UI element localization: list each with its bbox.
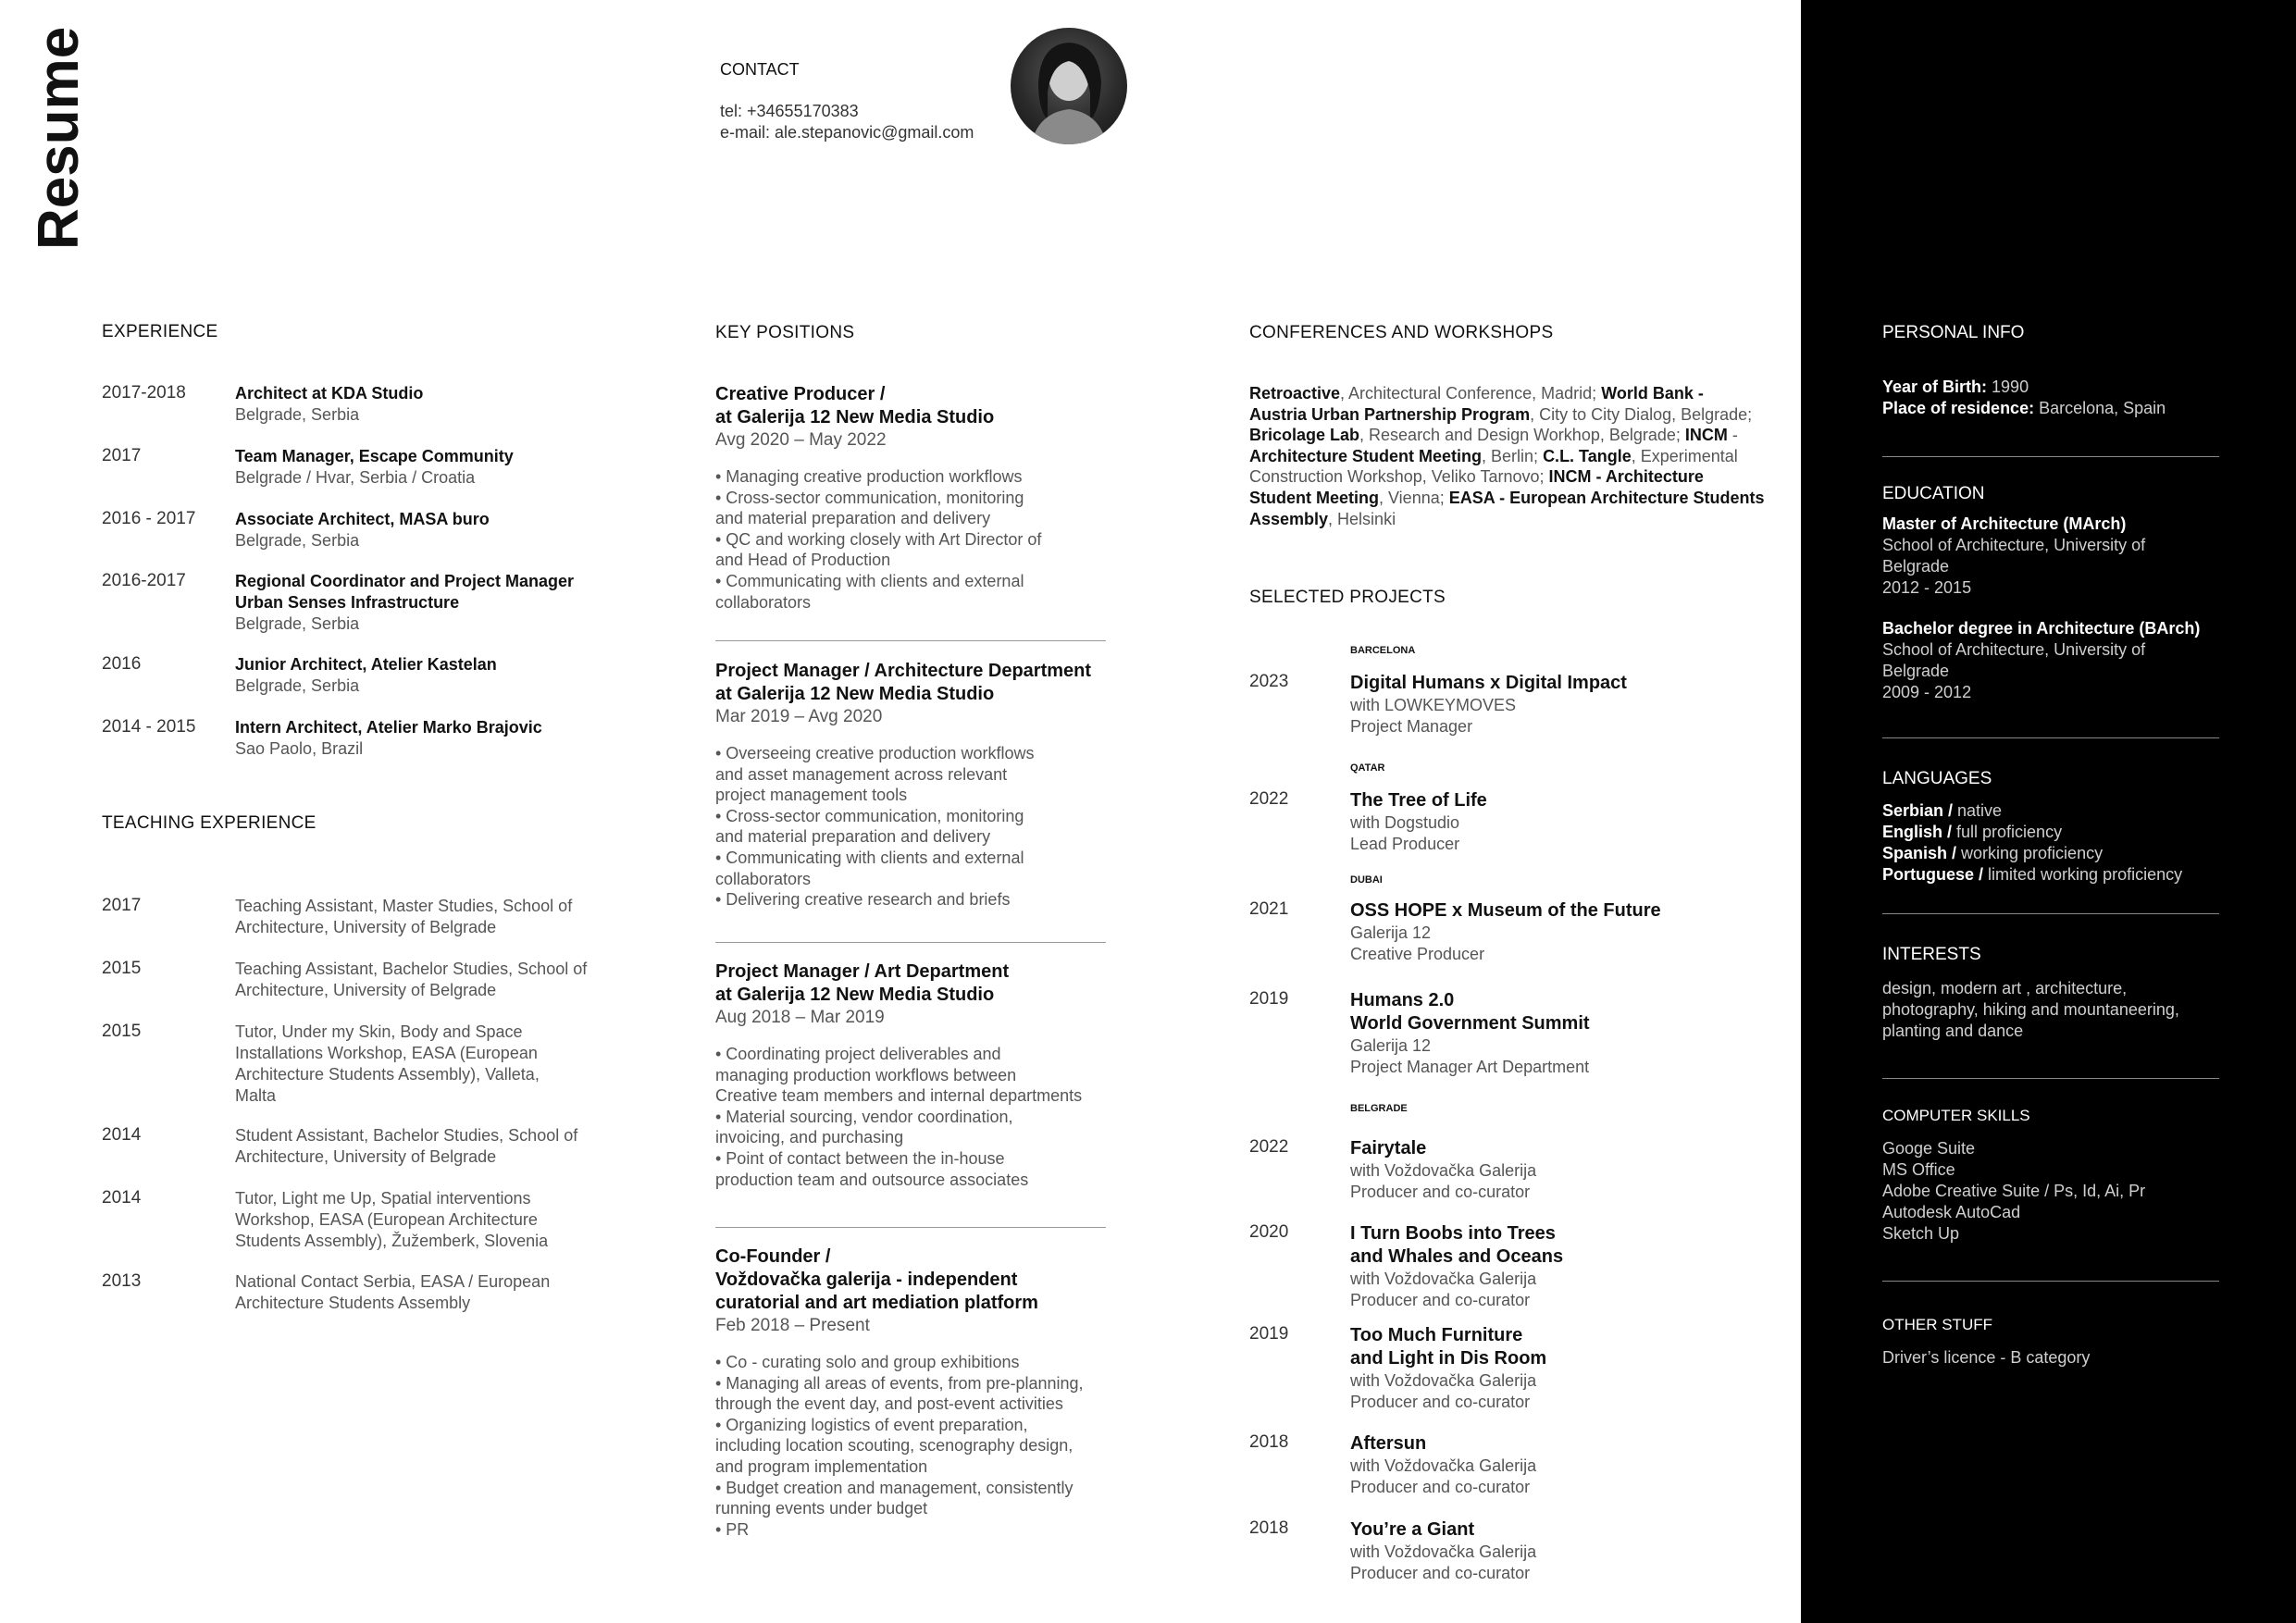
project-title: I Turn Boobs into Trees — [1350, 1223, 1556, 1244]
project-title: OSS HOPE x Museum of the Future — [1350, 900, 1661, 921]
position-bullet: • Point of contact between the in-house — [715, 1148, 1005, 1168]
position-bullet: • Cross-sector communication, monitoring — [715, 488, 1024, 507]
position-bullet: • Communicating with clients and external — [715, 848, 1024, 867]
key-position-item — [715, 1245, 1113, 1540]
project-sub: Project Manager Art Department — [1350, 1058, 1590, 1076]
teaching-line: Students Assembly), Žužemberk, Slovenia — [235, 1232, 549, 1250]
project-sub: Lead Producer — [1350, 835, 1460, 853]
position-bullet: • Co - curating solo and group exhibitions — [715, 1353, 1020, 1371]
project-year: 2022 — [1249, 789, 1289, 809]
conference-line — [1249, 404, 1786, 426]
project-title: and Light in Dis Room — [1350, 1348, 1547, 1369]
portrait-image — [1011, 28, 1127, 144]
position-title: at Galerija 12 New Media Studio — [715, 684, 995, 704]
experience-place: Belgrade, Serbia — [235, 676, 360, 695]
degree-line: 2012 - 2015 — [1882, 578, 1972, 597]
conference-name: INCM - Architecture — [1548, 467, 1704, 487]
project-year: 2020 — [1249, 1222, 1289, 1242]
degree-line: 2009 - 2012 — [1882, 683, 1972, 701]
project-title: Fairytale — [1350, 1138, 1427, 1158]
teaching-line: Architecture, University of Belgrade — [235, 981, 497, 999]
conference-detail: , Experimental — [1631, 446, 1738, 465]
other-stuff — [1882, 1316, 2225, 1369]
position-bullet: through the event day, and post-event activities — [715, 1394, 1063, 1414]
position-bullet: running events under budget — [715, 1499, 928, 1518]
position-date: Aug 2018 – Mar 2019 — [715, 1008, 885, 1027]
experience-role-line2: Urban Senses Infrastructure — [235, 593, 460, 612]
key-positions-heading: KEY POSITIONS — [715, 323, 855, 342]
position-bullet: • Overseeing creative production workflows — [715, 744, 1035, 762]
skill-item: Autodesk AutoCad — [1882, 1203, 2021, 1221]
degree-title: Bachelor degree in Architecture (BArch) — [1882, 619, 2201, 638]
teaching-line: Architecture, University of Belgrade — [235, 1147, 497, 1166]
position-bullet: and material preparation and delivery — [715, 509, 991, 528]
teaching-line: Tutor, Under my Skin, Body and Space — [235, 1022, 523, 1041]
interests-heading: INTERESTS — [1882, 945, 1981, 964]
conference-line — [1249, 383, 1786, 404]
degree-line: Belgrade — [1882, 662, 1950, 680]
education — [1882, 484, 2225, 703]
teaching-line: Malta — [235, 1086, 277, 1105]
experience-role: Intern Architect, Atelier Marko Brajovic — [235, 718, 542, 737]
position-bullet: • QC and working closely with Art Director of — [715, 529, 1042, 549]
conference-detail: , Research and Design Workhop, Belgrade; — [1359, 426, 1685, 445]
conference-name: Architecture Student Meeting — [1249, 446, 1483, 465]
conference-detail: , Helsinki — [1328, 509, 1396, 528]
position-bullet: project management tools — [715, 786, 908, 805]
position-bullet: • Organizing logistics of event preparation, — [715, 1415, 1028, 1434]
project-year: 2018 — [1249, 1518, 1289, 1538]
interests-line: design, modern art , architecture, — [1882, 979, 2128, 997]
language-name: Spanish / — [1882, 844, 1957, 862]
city-label: BARCELONA — [1350, 645, 1416, 656]
position-bullet: collaborators — [715, 592, 812, 612]
position-title: at Galerija 12 New Media Studio — [715, 407, 995, 427]
divider — [1882, 1078, 2219, 1079]
project-sub: Producer and co-curator — [1350, 1478, 1531, 1496]
birth-label: Year of Birth: — [1882, 378, 1988, 396]
project-sub: with Voždovačka Galerija — [1350, 1161, 1537, 1180]
residence-label: Place of residence: — [1882, 399, 2035, 417]
languages-heading: LANGUAGES — [1882, 769, 1992, 788]
teaching-year: 2014 — [102, 1188, 142, 1208]
position-bullet: invoicing, and purchasing — [715, 1128, 904, 1147]
conference-line — [1249, 488, 1786, 509]
divider — [1882, 1281, 2219, 1282]
language-level: working proficiency — [1956, 844, 2104, 862]
city-label: QATAR — [1350, 762, 1385, 774]
position-title: Co-Founder / — [715, 1246, 831, 1267]
project-title: World Government Summit — [1350, 1013, 1590, 1034]
position-bullet: and asset management across relevant — [715, 764, 1008, 784]
position-bullet: including location scouting, scenography design, — [715, 1436, 1074, 1456]
position-bullet: • Managing all areas of events, from pre-planning, — [715, 1373, 1084, 1393]
teaching-year: 2015 — [102, 1022, 142, 1041]
experience-role: Architect at KDA Studio — [235, 384, 424, 403]
position-bullet: • Communicating with clients and external — [715, 571, 1024, 590]
position-title: Project Manager / Art Department — [715, 961, 1010, 982]
experience-place: Belgrade, Serbia — [235, 614, 360, 633]
city-label: BELGRADE — [1350, 1103, 1408, 1114]
conference-detail: , Berlin; — [1482, 446, 1544, 465]
degree-title: Master of Architecture (MArch) — [1882, 514, 2127, 533]
project-title: You’re a Giant — [1350, 1519, 1475, 1540]
interests — [1882, 945, 2225, 1042]
teaching-year: 2015 — [102, 959, 142, 978]
experience-role: Associate Architect, MASA buro — [235, 510, 490, 528]
experience-place: Belgrade, Serbia — [235, 405, 360, 424]
project-sub: Galerija 12 — [1350, 1036, 1432, 1055]
city-label: DUBAI — [1350, 874, 1383, 886]
project-year: 2019 — [1249, 989, 1289, 1009]
teaching-line: Teaching Assistant, Bachelor Studies, School of — [235, 960, 588, 978]
teaching-line: Architecture, University of Belgrade — [235, 918, 497, 936]
conference-line — [1249, 446, 1786, 467]
project-sub: Producer and co-curator — [1350, 1564, 1531, 1582]
residence-value: Barcelona, Spain — [2034, 399, 2166, 417]
position-date: Mar 2019 – Avg 2020 — [715, 707, 883, 726]
project-sub: Project Manager — [1350, 717, 1473, 736]
project-year: 2021 — [1249, 899, 1289, 919]
teaching-year: 2013 — [102, 1271, 142, 1291]
education-heading: EDUCATION — [1882, 484, 1985, 503]
computer-skills — [1882, 1107, 2225, 1245]
language-level: native — [1953, 801, 2003, 820]
interests-line: photography, hiking and mountaneering, — [1882, 1000, 2179, 1019]
resume-title: Resume — [27, 26, 91, 250]
experience-role: Team Manager, Escape Community — [235, 447, 514, 465]
conference-line — [1249, 425, 1786, 446]
project-sub: Galerija 12 — [1350, 923, 1432, 942]
key-position-item — [715, 960, 1113, 1190]
experience-role: Junior Architect, Atelier Kastelan — [235, 655, 497, 674]
experience-year: 2016 - 2017 — [102, 509, 196, 528]
experience-year: 2016 — [102, 654, 142, 674]
project-title: The Tree of Life — [1350, 790, 1487, 811]
divider — [1882, 737, 2219, 738]
experience-year: 2017-2018 — [102, 383, 186, 403]
conference-detail: , Architectural Conference, Madrid; — [1340, 384, 1602, 403]
teaching-line: Architecture Students Assembly — [235, 1294, 471, 1312]
position-bullet: collaborators — [715, 869, 812, 888]
skills-heading: COMPUTER SKILLS — [1882, 1107, 2030, 1124]
conference-name: Assembly — [1249, 509, 1329, 528]
divider — [715, 1227, 1106, 1228]
skill-item: Sketch Up — [1882, 1224, 1960, 1243]
position-bullet: • Coordinating project deliverables and — [715, 1045, 1001, 1063]
conference-name: Austria Urban Partnership Program — [1249, 404, 1531, 424]
position-date: Avg 2020 – May 2022 — [715, 430, 887, 450]
skill-item: Googe Suite — [1882, 1139, 1976, 1158]
position-bullet: • Managing creative production workflows — [715, 467, 1023, 486]
position-bullet: and program implementation — [715, 1456, 928, 1476]
contact-heading: CONTACT — [720, 60, 800, 79]
position-bullet: production team and outsource associates — [715, 1170, 1029, 1189]
interests-line: planting and dance — [1882, 1022, 2024, 1040]
position-title: Creative Producer / — [715, 384, 886, 404]
skill-item: Adobe Creative Suite / Ps, Id, Ai, Pr — [1882, 1182, 2146, 1200]
degree-line: School of Architecture, University of — [1882, 536, 2146, 554]
language-name: Portuguese / — [1882, 865, 1984, 884]
project-sub: Producer and co-curator — [1350, 1291, 1531, 1309]
experience-role: Regional Coordinator and Project Manager — [235, 572, 575, 590]
experience-year: 2014 - 2015 — [102, 717, 196, 737]
teaching-line: Architecture Students Assembly), Valleta, — [235, 1065, 540, 1084]
position-bullet: and material preparation and delivery — [715, 827, 991, 847]
project-sub: with Voždovačka Galerija — [1350, 1456, 1537, 1475]
skill-item: MS Office — [1882, 1160, 1955, 1179]
position-title: Project Manager / Architecture Department — [715, 661, 1092, 681]
project-sub: Producer and co-curator — [1350, 1393, 1531, 1411]
position-bullet: • Delivering creative research and briefs — [715, 890, 1011, 910]
position-bullet: • PR — [715, 1519, 750, 1539]
divider — [1882, 456, 2219, 457]
conference-name: EASA - European Architecture Students — [1448, 488, 1765, 507]
experience-place: Belgrade, Serbia — [235, 531, 360, 550]
project-year: 2023 — [1249, 672, 1289, 691]
divider — [715, 942, 1106, 943]
contact-block — [720, 59, 974, 143]
teaching-line: Workshop, EASA (European Architecture — [235, 1210, 538, 1229]
project-sub: with Voždovačka Galerija — [1350, 1270, 1537, 1288]
languages — [1882, 769, 2225, 886]
sidebar — [1801, 0, 2296, 1623]
key-position-item — [715, 383, 1113, 613]
experience-year: 2016-2017 — [102, 571, 186, 590]
language-level: limited working proficiency — [1983, 865, 2183, 884]
conference-name: World Bank - — [1601, 384, 1704, 403]
teaching-line: Teaching Assistant, Master Studies, School of — [235, 897, 573, 915]
position-bullet: • Material sourcing, vendor coordination, — [715, 1107, 1013, 1126]
teaching-heading: TEACHING EXPERIENCE — [102, 813, 316, 833]
other-text: Driver’s licence - B category — [1882, 1348, 2091, 1367]
conference-detail: , City to City Dialog, Belgrade; — [1530, 404, 1753, 424]
conference-name: INCM — [1684, 426, 1728, 445]
language-name: English / — [1882, 823, 1953, 841]
teaching-year: 2014 — [102, 1125, 142, 1145]
conference-detail: Construction Workshop, Veliko Tarnovo; — [1249, 467, 1549, 487]
degree-line: School of Architecture, University of — [1882, 640, 2146, 659]
projects-heading: SELECTED PROJECTS — [1249, 588, 1446, 607]
birth-value: 1990 — [1987, 378, 2029, 396]
conference-detail: , Vienna; — [1379, 488, 1449, 507]
project-title: Humans 2.0 — [1350, 990, 1455, 1010]
other-heading: OTHER STUFF — [1882, 1316, 1992, 1333]
conference-line — [1249, 466, 1786, 488]
personal-info — [1882, 323, 2225, 419]
conference-name: Student Meeting — [1249, 488, 1379, 507]
position-bullet: • Cross-sector communication, monitoring — [715, 806, 1024, 825]
language-level: full proficiency — [1952, 823, 2063, 841]
teaching-line: Installations Workshop, EASA (European — [235, 1044, 538, 1062]
divider — [715, 640, 1106, 641]
conference-name: C.L. Tangle — [1543, 446, 1632, 465]
contact-email: e-mail: ale.stepanovic@gmail.com — [720, 123, 974, 142]
teaching-line: Tutor, Light me Up, Spatial interventions — [235, 1189, 531, 1208]
divider — [1882, 913, 2219, 914]
project-title: Digital Humans x Digital Impact — [1350, 673, 1627, 693]
profile-photo — [1011, 28, 1127, 144]
conference-name: Retroactive — [1249, 384, 1341, 403]
project-sub: with Voždovačka Galerija — [1350, 1371, 1537, 1390]
project-year: 2018 — [1249, 1432, 1289, 1452]
project-title: and Whales and Oceans — [1350, 1246, 1564, 1267]
position-title: Voždovačka galerija - independent — [715, 1270, 1018, 1290]
conference-line — [1249, 509, 1786, 530]
teaching-line: Student Assistant, Bachelor Studies, School of — [235, 1126, 578, 1145]
position-bullet: Creative team members and internal departments — [715, 1086, 1083, 1106]
key-position-item — [715, 660, 1113, 911]
experience-year: 2017 — [102, 446, 142, 465]
conference-name: Bricolage Lab — [1249, 426, 1360, 445]
position-title: curatorial and art mediation platform — [715, 1293, 1038, 1313]
project-sub: with LOWKEYMOVES — [1350, 696, 1517, 714]
project-sub: Producer and co-curator — [1350, 1183, 1531, 1201]
experience-place: Belgrade / Hvar, Serbia / Croatia — [235, 468, 476, 487]
project-sub: with Dogstudio — [1350, 813, 1460, 832]
degree-line: Belgrade — [1882, 557, 1950, 576]
personal-heading: PERSONAL INFO — [1882, 323, 2025, 342]
project-year: 2019 — [1249, 1324, 1289, 1344]
position-title: at Galerija 12 New Media Studio — [715, 985, 995, 1005]
position-bullet: managing production workflows between — [715, 1065, 1017, 1084]
teaching-line: National Contact Serbia, EASA / European — [235, 1272, 551, 1291]
position-bullet: • Budget creation and management, consistently — [715, 1478, 1074, 1497]
project-title: Too Much Furniture — [1350, 1325, 1523, 1345]
contact-tel: tel: +34655170383 — [720, 102, 859, 120]
experience-place: Sao Paolo, Brazil — [235, 739, 364, 758]
conferences-heading: CONFERENCES AND WORKSHOPS — [1249, 323, 1554, 342]
conferences-text — [1249, 383, 1786, 529]
project-title: Aftersun — [1350, 1433, 1427, 1454]
position-date: Feb 2018 – Present — [715, 1316, 870, 1335]
teaching-year: 2017 — [102, 896, 142, 915]
project-year: 2022 — [1249, 1137, 1289, 1157]
conference-detail: - — [1727, 426, 1738, 445]
project-sub: Creative Producer — [1350, 945, 1485, 963]
project-sub: with Voždovačka Galerija — [1350, 1542, 1537, 1561]
language-name: Serbian / — [1882, 801, 1954, 820]
position-bullet: and Head of Production — [715, 551, 891, 570]
experience-heading: EXPERIENCE — [102, 322, 218, 341]
